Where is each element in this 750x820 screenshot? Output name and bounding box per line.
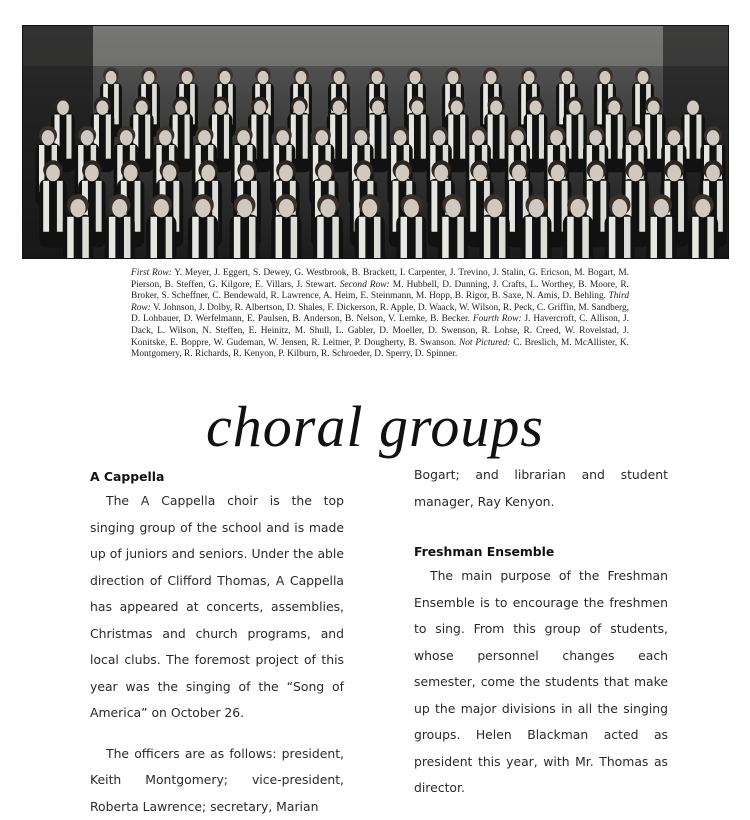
acappella-section — [90, 466, 344, 820]
acappella-paragraph-1: The A Cappella choir is the top singing group of the school and is made up of juniors and seniors. Under the able direction of Clifford Thomas, A Cappella has appeared at concerts, assemblies, Christmas and church programs, and local clubs. The foremost project of this year was the singing of the “Song of America” on October 26. — [90, 488, 344, 727]
choir-member — [313, 194, 343, 258]
choir-member — [355, 194, 385, 258]
third-row-label: Third Row: — [131, 291, 629, 313]
choir-member — [146, 194, 176, 258]
right-column — [414, 462, 668, 802]
page-title: choral groups — [0, 392, 750, 462]
choir-member — [605, 194, 635, 258]
third-row-names: V. Johnson, J. Dolby, R. Albertson, D. Shales, F. Dickerson, R. Apple, D. Waack, W. Wilson, R. Peck, C. Griffin, M. Sandberg, D. Lohbauer, D. Werfelmann, E. Paulsen, B. Anderson, B. Nelson, V. Lemke, B. Becker. — [131, 303, 629, 325]
choir-member — [188, 194, 218, 258]
choir-member — [396, 194, 426, 258]
choir-group-photo — [22, 25, 729, 259]
choir-member — [63, 194, 93, 258]
first-row-names: Y. Meyer, J. Eggert, S. Dewey, G. Westbrook, B. Brackett, I. Carpenter, J. Trevino, J. Stalin, G. Ericson, M. Bogart, M. Pierson, B. Steffen, G. Kilgore, E. Villars, J. Stewart. — [131, 268, 629, 290]
acappella-title: A Cappella — [90, 466, 344, 488]
first-row-label: First Row: — [131, 268, 172, 278]
photo-caption — [131, 268, 629, 361]
second-row-names: M. Hubbell, D. Dunning, J. Crafts, L. Worthey, B. Moore, R. Broker, S. Scheffner, C. Bendewald, R. Lawrence, A. Heim, E. Steinmann, M. Hopp, B. Rigor, B. Saxe, N. Amis, D. Behling. — [131, 280, 629, 302]
freshman-paragraph-1: The main purpose of the Freshman Ensemble is to encourage the freshmen to sing. From this group of students, whose personnel changes each semester, come the students that make up the major divisions in all the singing groups. Helen Blackman acted as president this year, with Mr. Thomas as director. — [414, 563, 668, 802]
acappella-paragraph-2-continued: Bogart; and librarian and student manager, Ray Kenyon. — [414, 462, 668, 515]
not-pictured-names: C. Breslich, M. McAllister, K. Montgomery, R. Richards, R. Kenyon, P. Kilburn, R. Schroeder, D. Sperry, D. Spinner. — [131, 338, 629, 360]
choir-member — [230, 194, 260, 258]
choir-member — [521, 194, 551, 258]
fourth-row-label: Fourth Row: — [473, 314, 522, 324]
choir-member — [563, 194, 593, 258]
not-pictured-label: Not Pictured: — [459, 338, 510, 348]
second-row-label: Second Row: — [340, 280, 390, 290]
choir-member — [480, 194, 510, 258]
choir-member — [105, 194, 135, 258]
acappella-paragraph-2: The officers are as follows: president, Keith Montgomery; vice-president, Roberta Lawrence; secretary, Marian — [90, 741, 344, 820]
choir-member — [688, 194, 718, 258]
choir-member — [438, 194, 468, 258]
choir-member — [646, 194, 676, 258]
fourth-row-names: J. Havercroft, C. Allison, J. Dack, L. Wilson, N. Steffen, E. Heinitz, M. Shull, L. Gabler, D. Moeller, D. Swenson, R. Lohse, R. Creed, W. Rovelstad, J. Konitske, E. Boppre, W. Gudeman, W. Jensen, R. Leitner, P. Dougherty, B. Swanson. — [131, 314, 629, 347]
freshman-title: Freshman Ensemble — [414, 541, 668, 563]
choir-member — [271, 194, 301, 258]
